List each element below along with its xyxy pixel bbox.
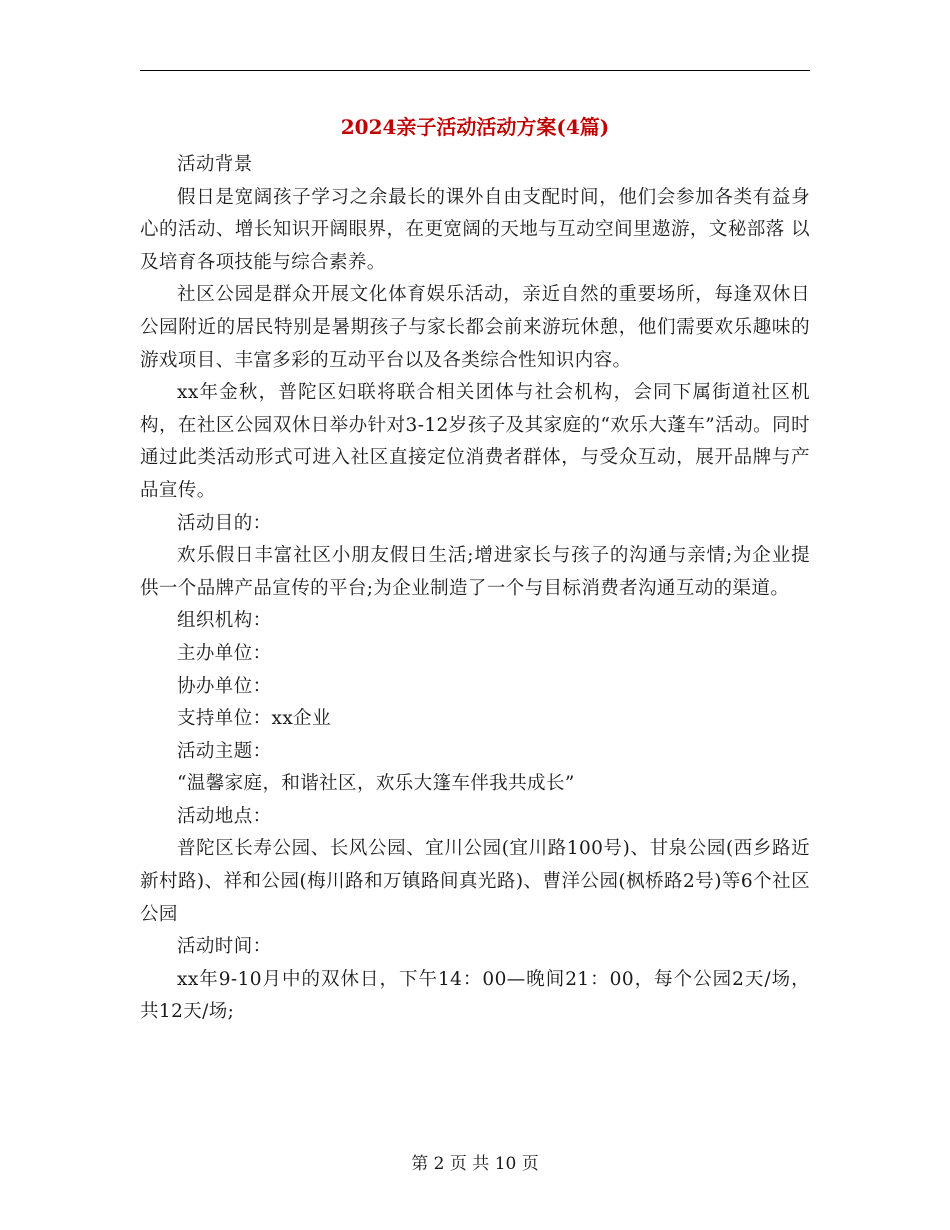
paragraph-heading-purpose: 活动目的： <box>177 512 272 534</box>
paragraph-heading-time: 活动时间： <box>177 936 272 958</box>
document-title: 2024亲子活动活动方案(4篇) <box>340 115 610 139</box>
header-rule <box>140 70 810 71</box>
paragraph-support-unit: 支持单位：xx企业 <box>177 708 331 730</box>
paragraph-heading-location: 活动地点： <box>177 805 272 827</box>
paragraph: 欢乐假日丰富社区小朋友假日生活;增进家长与孩子的沟通与亲情;为企业提供一个品牌产品宣传的平台;为企业制造了一个与目标消费者沟通互动的渠道。 <box>140 545 810 599</box>
page-number-footer: 第 2 页 共 10 页 <box>411 1154 539 1174</box>
paragraph: 假日是宽阔孩子学习之余最长的课外自由支配时间，他们会参加各类有益身心的活动、增长知识开阔眼界，在更宽阔的天地与互动空间里遨游，文秘部落 以及培育各项技能与综合素养。 <box>140 186 810 273</box>
paragraph-location: 普陀区长寿公园、长风公园、宜川公园(宜川路100号)、甘泉公园(西乡路近新村路)、祥和公园(梅川路和万镇路间真光路)、曹洋公园(枫桥路2号)等6个社区公园 <box>140 838 810 925</box>
paragraph-co-host-unit: 协办单位： <box>177 675 272 697</box>
document-body <box>140 149 810 1029</box>
paragraph: xx年金秋，普陀区妇联将联合相关团体与社会机构，会同下属街道社区机构，在社区公园双休日举办针对3-12岁孩子及其家庭的“欢乐大蓬车”活动。同时通过此类活动形式可进入社区直接定位消费者群体，与受众互动，展开品牌与产品宣传。 <box>140 382 810 501</box>
paragraph: 社区公园是群众开展文化体育娱乐活动，亲近自然的重要场所，每逢双休日公园附近的居民特别是暑期孩子与家长都会前来游玩休憩，他们需要欢乐趣味的游戏项目、丰富多彩的互动平台以及各类综合性知识内容。 <box>140 284 810 371</box>
paragraph-theme: “温馨家庭，和谐社区，欢乐大篷车伴我共成长” <box>177 773 575 795</box>
paragraph-host-unit: 主办单位： <box>177 642 272 664</box>
paragraph-heading-organization: 组织机构： <box>177 610 272 632</box>
paragraph-time: xx年9-10月中的双休日，下午14：00—晚间21：00，每个公园2天/场，共12天/场; <box>140 968 810 1023</box>
paragraph-heading-background: 活动背景 <box>177 154 253 175</box>
paragraph-heading-theme: 活动主题： <box>177 740 272 762</box>
